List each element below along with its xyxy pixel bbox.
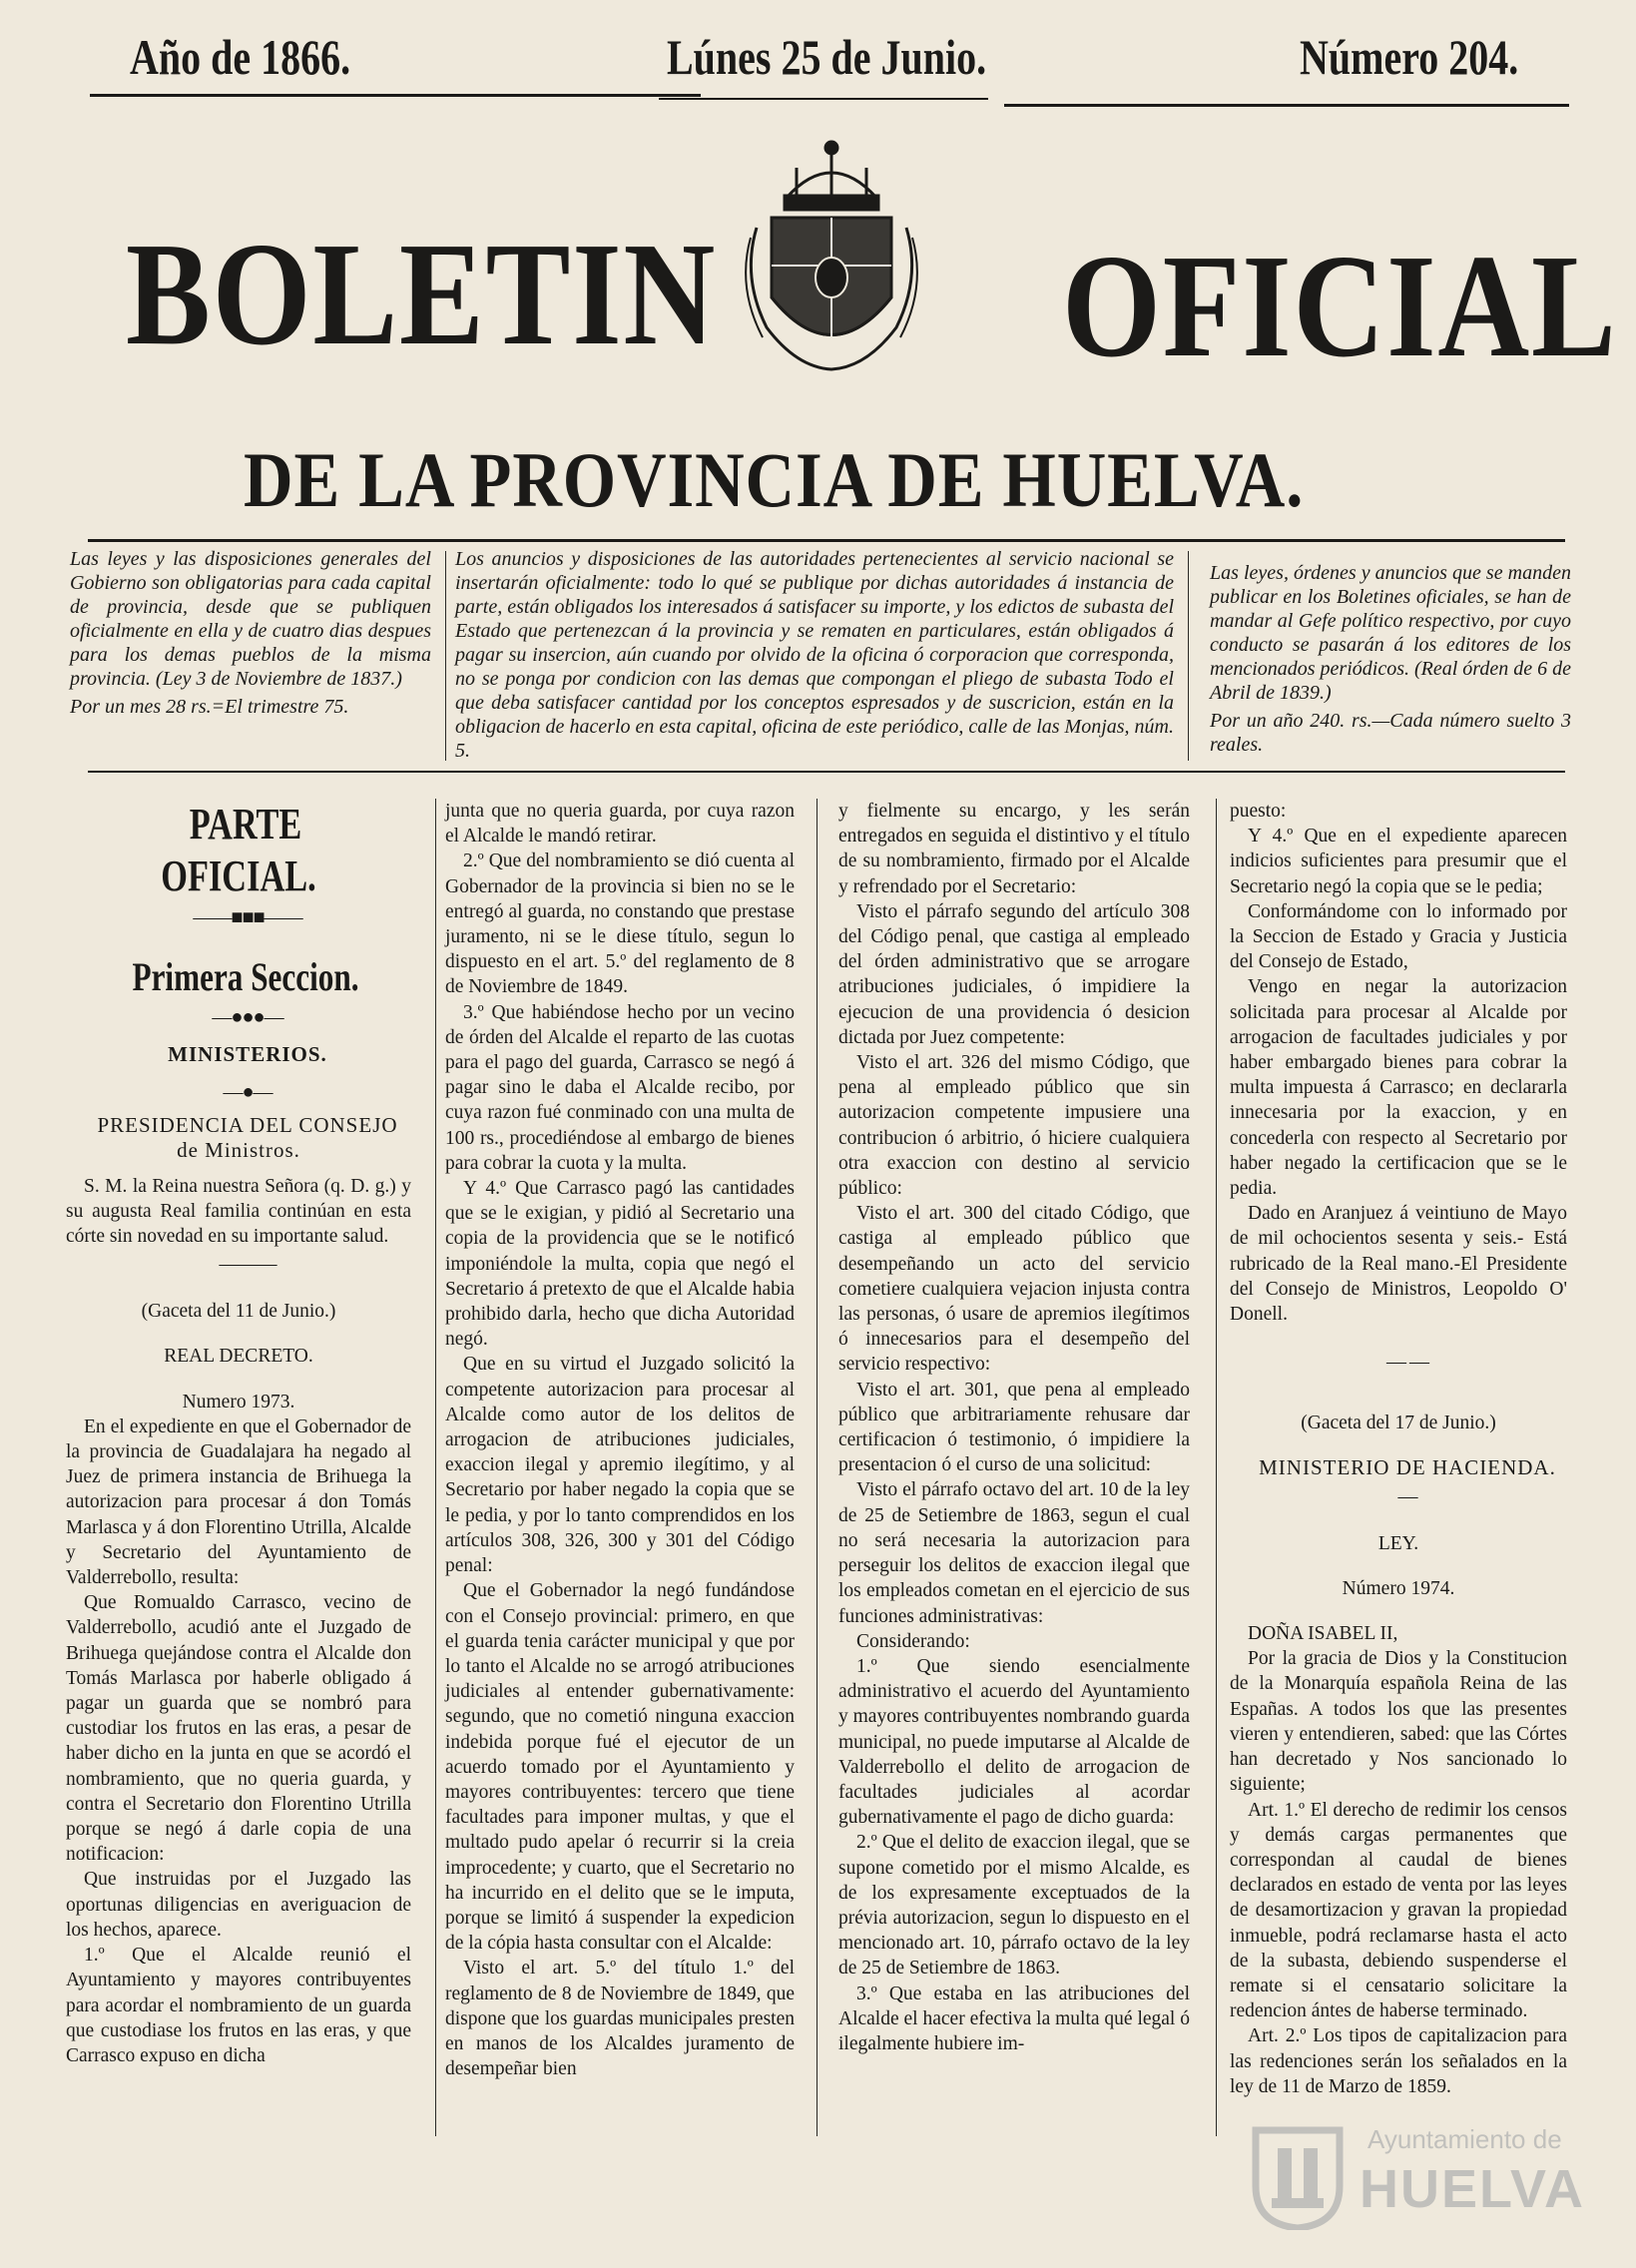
watermark-line2: HUELVA — [1360, 2159, 1585, 2219]
paragraph: 3.º Que estaba en las atribuciones del Alcalde el hacer efectiva la multa qué legal ó ilegalmente hubiere im- — [838, 1983, 1190, 2054]
paragraph: 1.º Que el Alcalde reunió el Ayuntamiento y mayores contribuyentes para acordar el nombramiento de un guarda que custodiase los frutos en las eras, y que Carrasco expuso en dicha — [66, 1945, 411, 2066]
ornament-divider: —●●●— — [212, 1006, 283, 1028]
notice-right-price: Por un año 240. rs.—Cada número suelto 3 reales. — [1210, 710, 1571, 756]
ornament-divider: ——— — [219, 1253, 276, 1276]
paragraph: Y 4.º Que Carrasco pagó las cantidades que se le exigian, y pidió al Secretario una copia de la providencia que se le notificó imponiéndole la multa, copia que negó el Secretario á pretexto de que el Alcalde habia prohibido darla, hecho que dicha Autoridad negó. — [445, 1178, 795, 1351]
column-2 — [445, 799, 795, 2081]
header-rule-right — [1004, 104, 1569, 107]
masthead-subtitle: DE LA PROVINCIA DE HUELVA. — [244, 436, 1305, 523]
header-rule-left — [90, 94, 701, 97]
paragraph: Por la gracia de Dios y la Constitucion de la Monarquía española Reina de las Españas. A todos los que las presentes vieren y entendieren, sabed: que las Córtes han decretado y Nos sancionado lo siguiente; — [1230, 1648, 1567, 1796]
ornament-divider: ——■■■—— — [193, 906, 302, 928]
column-divider-2 — [817, 799, 818, 2136]
notice-center — [455, 547, 1174, 763]
header-year: Año de 1866. — [130, 29, 351, 85]
paragraph: En el expediente en que el Gobernador de la provincia de Guadalajara ha negado al Juez de primera instancia de Brihuega la autorizacion para procesar á don Tomás Marlasca y á don Florentino Utrilla, Alcalde y Secretario del Ayuntamiento de Valderrebollo, resulta: — [66, 1416, 411, 1589]
paragraph: Visto el párrafo octavo del art. 10 de la ley de 25 de Setiembre de 1863, segun el cual no será necesaria la autorizacion para perseguir los delitos de exaccion ilegal que los empleados cometan en el ejercicio de sus funciones administrativas: — [838, 1479, 1190, 1627]
law-number: Número 1974. — [1342, 1577, 1455, 1599]
column-3 — [838, 799, 1190, 2056]
header-rule-center — [659, 98, 988, 100]
heading-dona-isabel: DOÑA ISABEL II, — [1248, 1623, 1398, 1645]
watermark-line1: Ayuntamiento de — [1367, 2124, 1562, 2154]
paragraph: y fielmente su encargo, y les serán entregados en seguida el distintivo y el título de su nombramiento, firmado por el Alcalde y refrendado por el Secretario: — [838, 801, 1190, 897]
paragraph: Art. 1.º El derecho de redimir los censos y demás cargas permanentes que correspondan al caudal de bienes declarados en estado de venta por las leyes de desamortizacion y gravan la propiedad inmueble, podrá reclamarse hasta el acto de la subasta, debiendo suspenderse el remate si el censatario solicitare la redencion ántes de haberse terminado. — [1230, 1799, 1567, 2022]
notice-rule-bottom — [88, 771, 1565, 773]
column-divider-1 — [435, 799, 436, 2136]
archive-watermark — [1248, 2124, 1587, 2234]
column-4 — [1230, 799, 1567, 2099]
column-1 — [66, 799, 411, 2068]
royal-crest-icon — [737, 138, 926, 377]
gaceta-reference: (Gaceta del 17 de Junio.) — [1301, 1413, 1496, 1434]
ornament-divider: —●— — [223, 1081, 273, 1104]
paragraph: Que el Gobernador la negó fundándose con el Consejo provincial: primero, en que el guarda tenia carácter municipal y que por lo tanto el Alcalde no se arrogó atribuciones judiciales al entender gubernativamente: segundo, que no cometió ninguna exaccion indebida porque fué el ejecutor de un acuerdo tomado por el Ayuntamiento y mayores contribuyentes: tercero que tiene facultades para imponer multas, y que el multado pudo apelar ó recurrir si la creia improcedente; y cuarto, que el Secretario no ha incurrido en el delito que se le imputa, porque se limitó á suspender la expedicion de la cópia hasta consultar con el Alcalde: — [445, 1580, 795, 1955]
paragraph: Visto el art. 326 del mismo Código, que pena al empleado público que sin autorizacion competente impusiere una contribucion ó arbitrio, ó hiciere cualquiera otra exaccion con destino al servicio público: — [838, 1052, 1190, 1200]
paragraph: Que Romualdo Carrasco, vecino de Valderrebollo, acudió ante el Juzgado de Brihuega quejándose contra el Alcalde don Tomás Marlasca por haberle obligado á pagar un guarda que se nombró para custodiar los frutos en las eras, a pesar de haber dicho en la junta en que se acordó el nombramiento, que no queria guarda, y contra el Secretario don Florentino Utrilla porque se negó á darle copia de una notificacion: — [66, 1592, 411, 1866]
city-crest-icon — [1248, 2124, 1348, 2230]
paragraph: 3.º Que habiéndose hecho por un vecino de órden del Alcalde el reparto de las cuotas para el pago del guarda, Carrasco se negó á pagar sino le daba el Alcalde recibo, por cuya razon fué conminado con una multa de 100 rs., procediéndose al embargo de bienes para cobrar la cuota y la multa. — [445, 1001, 795, 1174]
paragraph: Visto el art. 5.º del título 1.º del reglamento de 8 de Noviembre de 1849, que dispone que los guardas municipales presten en manos de los Alcaldes juramento de desempeñar bien — [445, 1958, 795, 2080]
heading-presidencia: PRESIDENCIA DEL CONSEJO de Ministros. — [97, 1113, 398, 1163]
notice-left — [70, 547, 431, 719]
notice-divider-1 — [445, 551, 446, 761]
heading-real-decreto: REAL DECRETO. — [164, 1346, 313, 1368]
column-divider-3 — [1216, 799, 1217, 2136]
subsection-title: Primera Seccion. — [132, 954, 359, 999]
ornament-divider: — — — [1386, 1351, 1428, 1374]
paragraph: Art. 2.º Los tipos de capitalizacion para las redenciones serán los señalados en la ley de 11 de Marzo de 1859. — [1230, 2025, 1567, 2097]
notice-left-text: Las leyes y las disposiciones generales del Gobierno son obligatorias para cada capital de provincia, desde que se publiquen oficialmente en ella y de cuatro dias despues para los demas pueblos de la misma provincia. (Ley 3 de Noviembre de 1837.) — [70, 548, 431, 690]
paragraph: Dado en Aranjuez á veintiuno de Mayo de mil ochocientos sesenta y seis.- Está rubricado de la Real mano.-El Presidente del Consejo de Ministros, Leopoldo O' Donell. — [1230, 1203, 1567, 1326]
paragraph: Visto el párrafo segundo del artículo 308 del Código penal, que castiga al empleado del órden administrativo que se arrogare atribuciones judiciales, ó impidiere la ejecucion de una providencia ó desicion dictada por Juez competente: — [838, 900, 1190, 1048]
paragraph: Visto el art. 300 del citado Código, que castiga al empleado público que desempeñando un acto del servicio cometiere cualquiera vejacion injusta contra las personas, ó usare de apremios ilegítimos ó innecesarios para el desempeño del servicio respectivo: — [838, 1203, 1190, 1376]
masthead-word-boletin: BOLETIN — [126, 213, 718, 376]
paragraph: Conformándome con lo informado por la Seccion de Estado y Gracia y Justicia del Consejo de Estado, — [1230, 900, 1567, 973]
notice-center-text: Los anuncios y disposiciones de las autoridades pertenecientes al servicio nacional se insertarán oficialmente: todo lo qué se publique por dichas autoridades á instancia de parte, están obligados los interesados á satisfacer su importe, y los edictos de subasta del Estado que pertenezcan á la provincia y se rematen en particulares, están obligados á pagar su insercion, aún cuando por olvido de la oficina ó corporacion que corresponda, no se ponga por condicion con las demas que compongan el pliego de subasta Todo el que deba satisfacer cantidad por los conceptos espresados y de suscricion, están en la obligacion de hacerlo en esta capital, oficina de este periódico, calle de las Monjas, núm. 5. — [455, 548, 1174, 762]
notice-divider-2 — [1188, 551, 1189, 761]
ornament-divider: — — [1397, 1484, 1417, 1507]
masthead-word-oficial: OFICIAL — [1062, 225, 1618, 388]
paragraph: Que instruidas por el Juzgado las oportunas diligencias en averiguacion de los hechos, aparece. — [66, 1869, 411, 1941]
gaceta-reference: (Gaceta del 11 de Junio.) — [141, 1301, 336, 1323]
paragraph: S. M. la Reina nuestra Señora (q. D. g.) y su augusta Real familia continúan en esta córte sin novedad en su importante salud. — [66, 1175, 411, 1248]
notice-rule-top — [88, 539, 1565, 542]
paragraph: Visto el art. 301, que pena al empleado público que arbitrariamente rehusare dar certificacion ó testimonio, ó impidiere la presentacion ó el curso de una solicitud: — [838, 1379, 1190, 1476]
paragraph: puesto: — [1230, 801, 1287, 822]
header-number: Número 204. — [1300, 29, 1519, 85]
notice-left-price: Por un mes 28 rs.=El trimestre 75. — [70, 696, 349, 718]
paragraph: 2.º Que del nombramiento se dió cuenta al Gobernador de la provincia si bien no se le entregó al guarda, no constando que prestase juramento, ni se le diese título, segun lo dispuesto en el art. 5.º del reglamento de 8 de Noviembre de 1849. — [445, 850, 795, 998]
notice-right-text: Las leyes, órdenes y anuncios que se manden publicar en los Boletines oficiales, se han de mandar al Gefe político respectivo, por cuyo conducto se pasarán á los editores de los mencionados periódicos. (Real órden de 6 de Abril de 1839.) — [1210, 562, 1571, 704]
section-title: PARTE OFICIAL. — [161, 800, 316, 900]
heading-ministerios: MINISTERIOS. — [168, 1042, 327, 1066]
paragraph: junta que no queria guarda, por cuya razon el Alcalde le mandó retirar. — [445, 801, 795, 848]
heading-ministerio-hacienda: MINISTERIO DE HACIENDA. — [1259, 1455, 1556, 1480]
decree-number: Numero 1973. — [182, 1391, 295, 1413]
header-date: Lúnes 25 de Junio. — [667, 29, 987, 85]
paragraph: Y 4.º Que en el expediente aparecen indicios suficientes para presumir que el Secretario negó la copia que se le pedia; — [1230, 826, 1567, 897]
paragraph: 2.º Que el delito de exaccion ilegal, que se supone cometido por el mismo Alcalde, es de los expresamente exceptuados de la prévia autorizacion, segun lo dispuesto en el mencionado art. 10, párrafo octavo de la ley de 25 de Setiembre de 1863. — [838, 1832, 1190, 1980]
notice-right — [1210, 561, 1571, 757]
heading-ley: LEY. — [1377, 1532, 1419, 1554]
paragraph: 1.º Que siendo esencialmente administrativo el acuerdo del Ayuntamiento y mayores contribuyentes nombrando guarda municipal, no puede imputarse al Alcalde de Valderrebollo el delito de arrogacion de facultades judiciales al acordar gubernativamente el pago de dicho guarda: — [838, 1655, 1190, 1829]
paragraph: Vengo en negar la autorizacion solicitada para procesar al Alcalde por arrogacion de facultades judiciales y por haber embargado bienes para cobrar la multa impuesta á Carrasco; en declararla innecesaria por la exaccion, y en concederla con respecto al Secretario por haber negado la certificacion que se le pedia. — [1230, 976, 1567, 1200]
paragraph: Que en su virtud el Juzgado solicitó la competente autorizacion para procesar al Alcalde como autor de los delitos de arrogacion de atribuciones judiciales, exaccion ilegal y apremio ilegítimo, y al Secretario por haber negado la copia que se le pedia, y por lo tanto comprendidos en los artículos 308, 326, 300 y 301 del Código penal: — [445, 1354, 795, 1577]
paragraph: Considerando: — [856, 1630, 970, 1652]
